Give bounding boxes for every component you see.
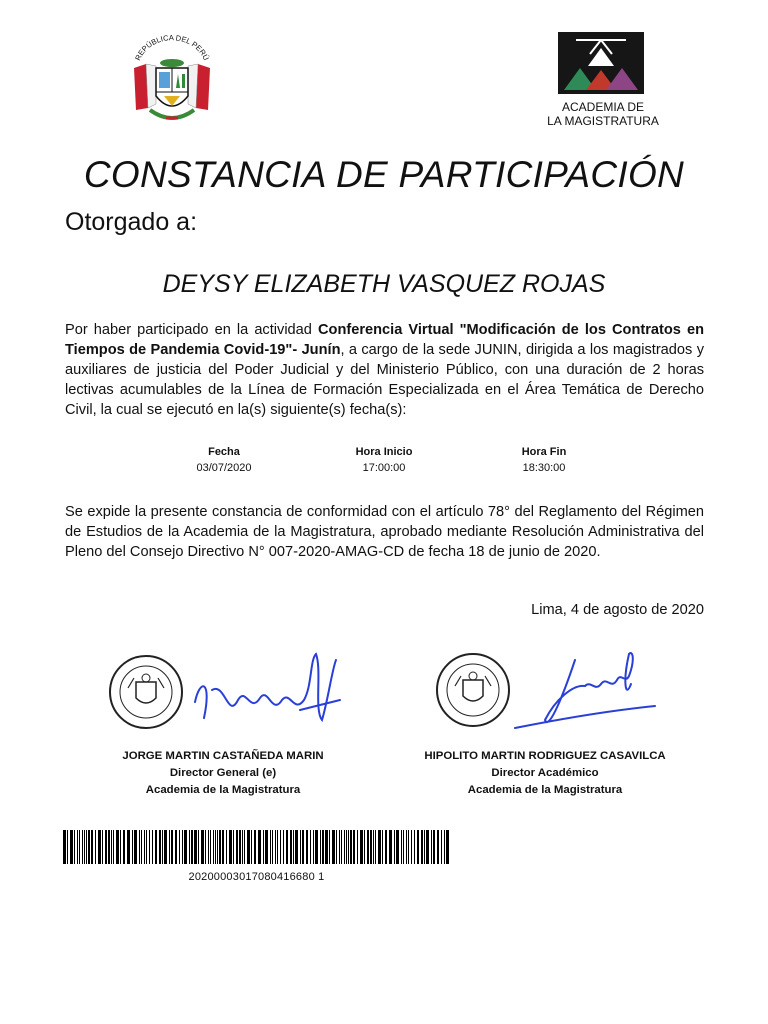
- seal-text: REPÚBLICA DEL PERÚ: [133, 33, 211, 62]
- amag-logo: [540, 30, 666, 130]
- certificate-title: CONSTANCIA DE PARTICIPACIÓN: [83, 154, 685, 195]
- amag-logo-mark: [558, 32, 644, 94]
- schedule-header-end: Hora Fin: [521, 446, 567, 458]
- svg-text:REPÚBLICA DEL PERÚ: [133, 33, 211, 62]
- signatory-right-role: Director Académico: [491, 767, 599, 779]
- schedule-header-date: Fecha: [208, 446, 240, 458]
- schedule-start-time: 17:00:00: [362, 462, 406, 474]
- signatory-right: [385, 748, 705, 799]
- issue-date: Lima, 4 de agosto de 2020: [531, 602, 704, 618]
- participation-paragraph: [65, 320, 704, 420]
- schedule-header-start: Hora Inicio: [355, 446, 413, 458]
- barcode: [63, 830, 450, 864]
- paragraph-intro: Por haber participado en la actividad: [65, 322, 318, 338]
- signatory-left-org: Academia de la Magistratura: [145, 784, 301, 796]
- activity-name: Conferencia Virtual "Modificación de los Contratos en Tiempos de Pandemia Covid-19"- Junín: [65, 322, 704, 358]
- signatory-left: [63, 748, 383, 799]
- stamp-right: [437, 654, 509, 726]
- schedule-end-time: 18:30:00: [522, 462, 566, 474]
- recipient-name: DEYSY ELIZABETH VASQUEZ ROJAS: [162, 270, 606, 298]
- barcode-number: 20200003017080416680 1: [188, 871, 325, 883]
- paragraph-details: , a cargo de la sede JUNIN, dirigida a los magistrados y auxiliares de justicia del Poder Judicial y del Ministerio Público, con una duración de 2 horas lectivas acumulables de la Línea de Formación Especializada en el Área Temática de Derecho Civil, la cual se ejecutó en la(s) siguiente(s) fecha(s):: [65, 342, 704, 418]
- stamp-left: [110, 656, 182, 728]
- signature-left: [100, 640, 365, 740]
- legal-basis-paragraph: Se expide la presente constancia de conformidad con el artículo 78° del Reglamento del Régimen de Estudios de la Academia de la Magistratura, aprobado mediante Resolución Administrativa del Pleno del Consejo Directivo N° 007-2020-AMAG-CD de fecha 18 de junio de 2020.: [65, 504, 704, 560]
- signatory-left-role: Director General (e): [169, 767, 277, 779]
- schedule-date: 03/07/2020: [196, 462, 252, 474]
- peru-coat-of-arms-logo: [126, 30, 218, 130]
- amag-logo-line2: LA MAGISTRATURA: [547, 114, 659, 128]
- signatory-right-org: Academia de la Magistratura: [467, 784, 623, 796]
- awarded-label: Otorgado a:: [65, 208, 198, 236]
- amag-logo-line1: ACADEMIA DE: [561, 100, 645, 114]
- signatory-right-name: HIPOLITO MARTIN RODRIGUEZ CASAVILCA: [424, 750, 666, 762]
- signature-right: [425, 640, 690, 740]
- signatory-left-name: JORGE MARTIN CASTAÑEDA MARIN: [122, 750, 324, 762]
